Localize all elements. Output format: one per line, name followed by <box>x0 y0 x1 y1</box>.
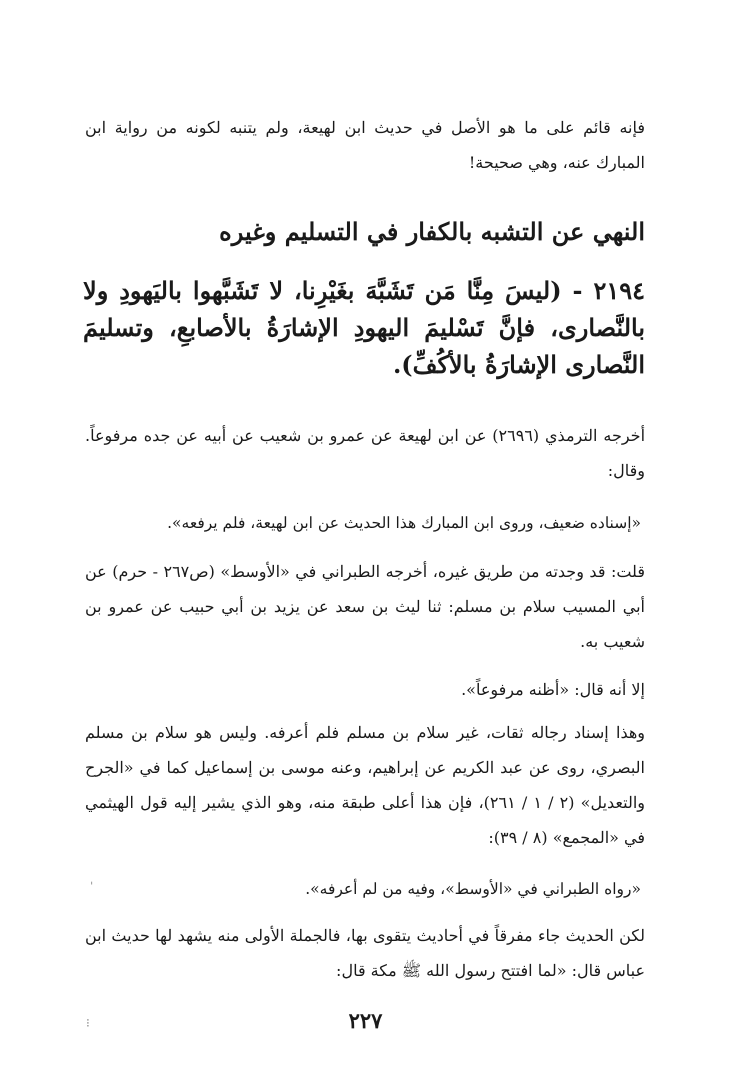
hadith-text: ٢١٩٤ - (ليسَ مِنَّا مَن تَشَبَّهَ بغَيْرِنا، لا تَشَبَّهوا باليَهودِ ولا بالنَّصارى، فإنَّ تَسْليمَ اليهودِ الإشارَةُ بالأصابعِ، وتسليمَ النَّصارى الإشارَةُ بالأكُفِّ). <box>83 276 645 379</box>
haythami-quote: «رواه الطبراني في «الأوسط»، وفيه من لم أعرفه». <box>305 880 641 898</box>
supporting-hadith-paragraph: لكن الحديث جاء مفرقاً في أحاديث يتقوى بها، فالجملة الأولى منه يشهد لها حديث ابن عباس قال: «لما افتتح رسول الله ﷺ مكة قال: <box>85 926 645 980</box>
isnad-analysis-paragraph: وهذا إسناد رجاله ثقات، غير سلام بن مسلم فلم أعرفه. وليس هو سلام بن مسلم البصري، روى عن عبد الكريم عن إبراهيم، وعنه موسى بن إسماعيل كما في «الجرح والتعديل» (٢ / ١ / ٢٦١)، فإن هذا أعلى طبقة منه، وهو الذي يشير إليه قول الهيثمي في «المجمع» (٨ / ٣٩): <box>85 723 646 847</box>
page-number: ٢٢٧ <box>348 1008 383 1033</box>
author-note-paragraph: قلت: قد وجدته من طريق غيره، أخرجه الطبراني في «الأوسط» (ص٢٦٧ - حرم) عن أبي المسيب سلام بن مسلم: ثنا ليث بن سعد عن يزيد بن أبي حبيب عن عمرو بن شعيب به. <box>85 562 646 651</box>
intro-paragraph: فإنه قائم على ما هو الأصل في حديث ابن لهيعة، ولم يتنبه لكونه من رواية ابن المبارك عنه، وهي صحيحة! <box>85 118 645 172</box>
tirmidhi-quote: «إسناده ضعيف، وروى ابن المبارك هذا الحديث عن ابن لهيعة، فلم يرفعه». <box>167 514 641 532</box>
scan-mark: ⁝ <box>86 1016 90 1030</box>
section-heading: النهي عن التشبه بالكفار في التسليم وغيره <box>219 217 645 246</box>
narrator-remark: إلا أنه قال: «أظنه مرفوعاً». <box>461 680 645 699</box>
takhrij-paragraph: أخرجه الترمذي (٢٦٩٦) عن ابن لهيعة عن عمرو بن شعيب عن أبيه عن جده مرفوعاً. وقال: <box>85 426 646 480</box>
scan-mark: ˈ <box>90 880 94 894</box>
